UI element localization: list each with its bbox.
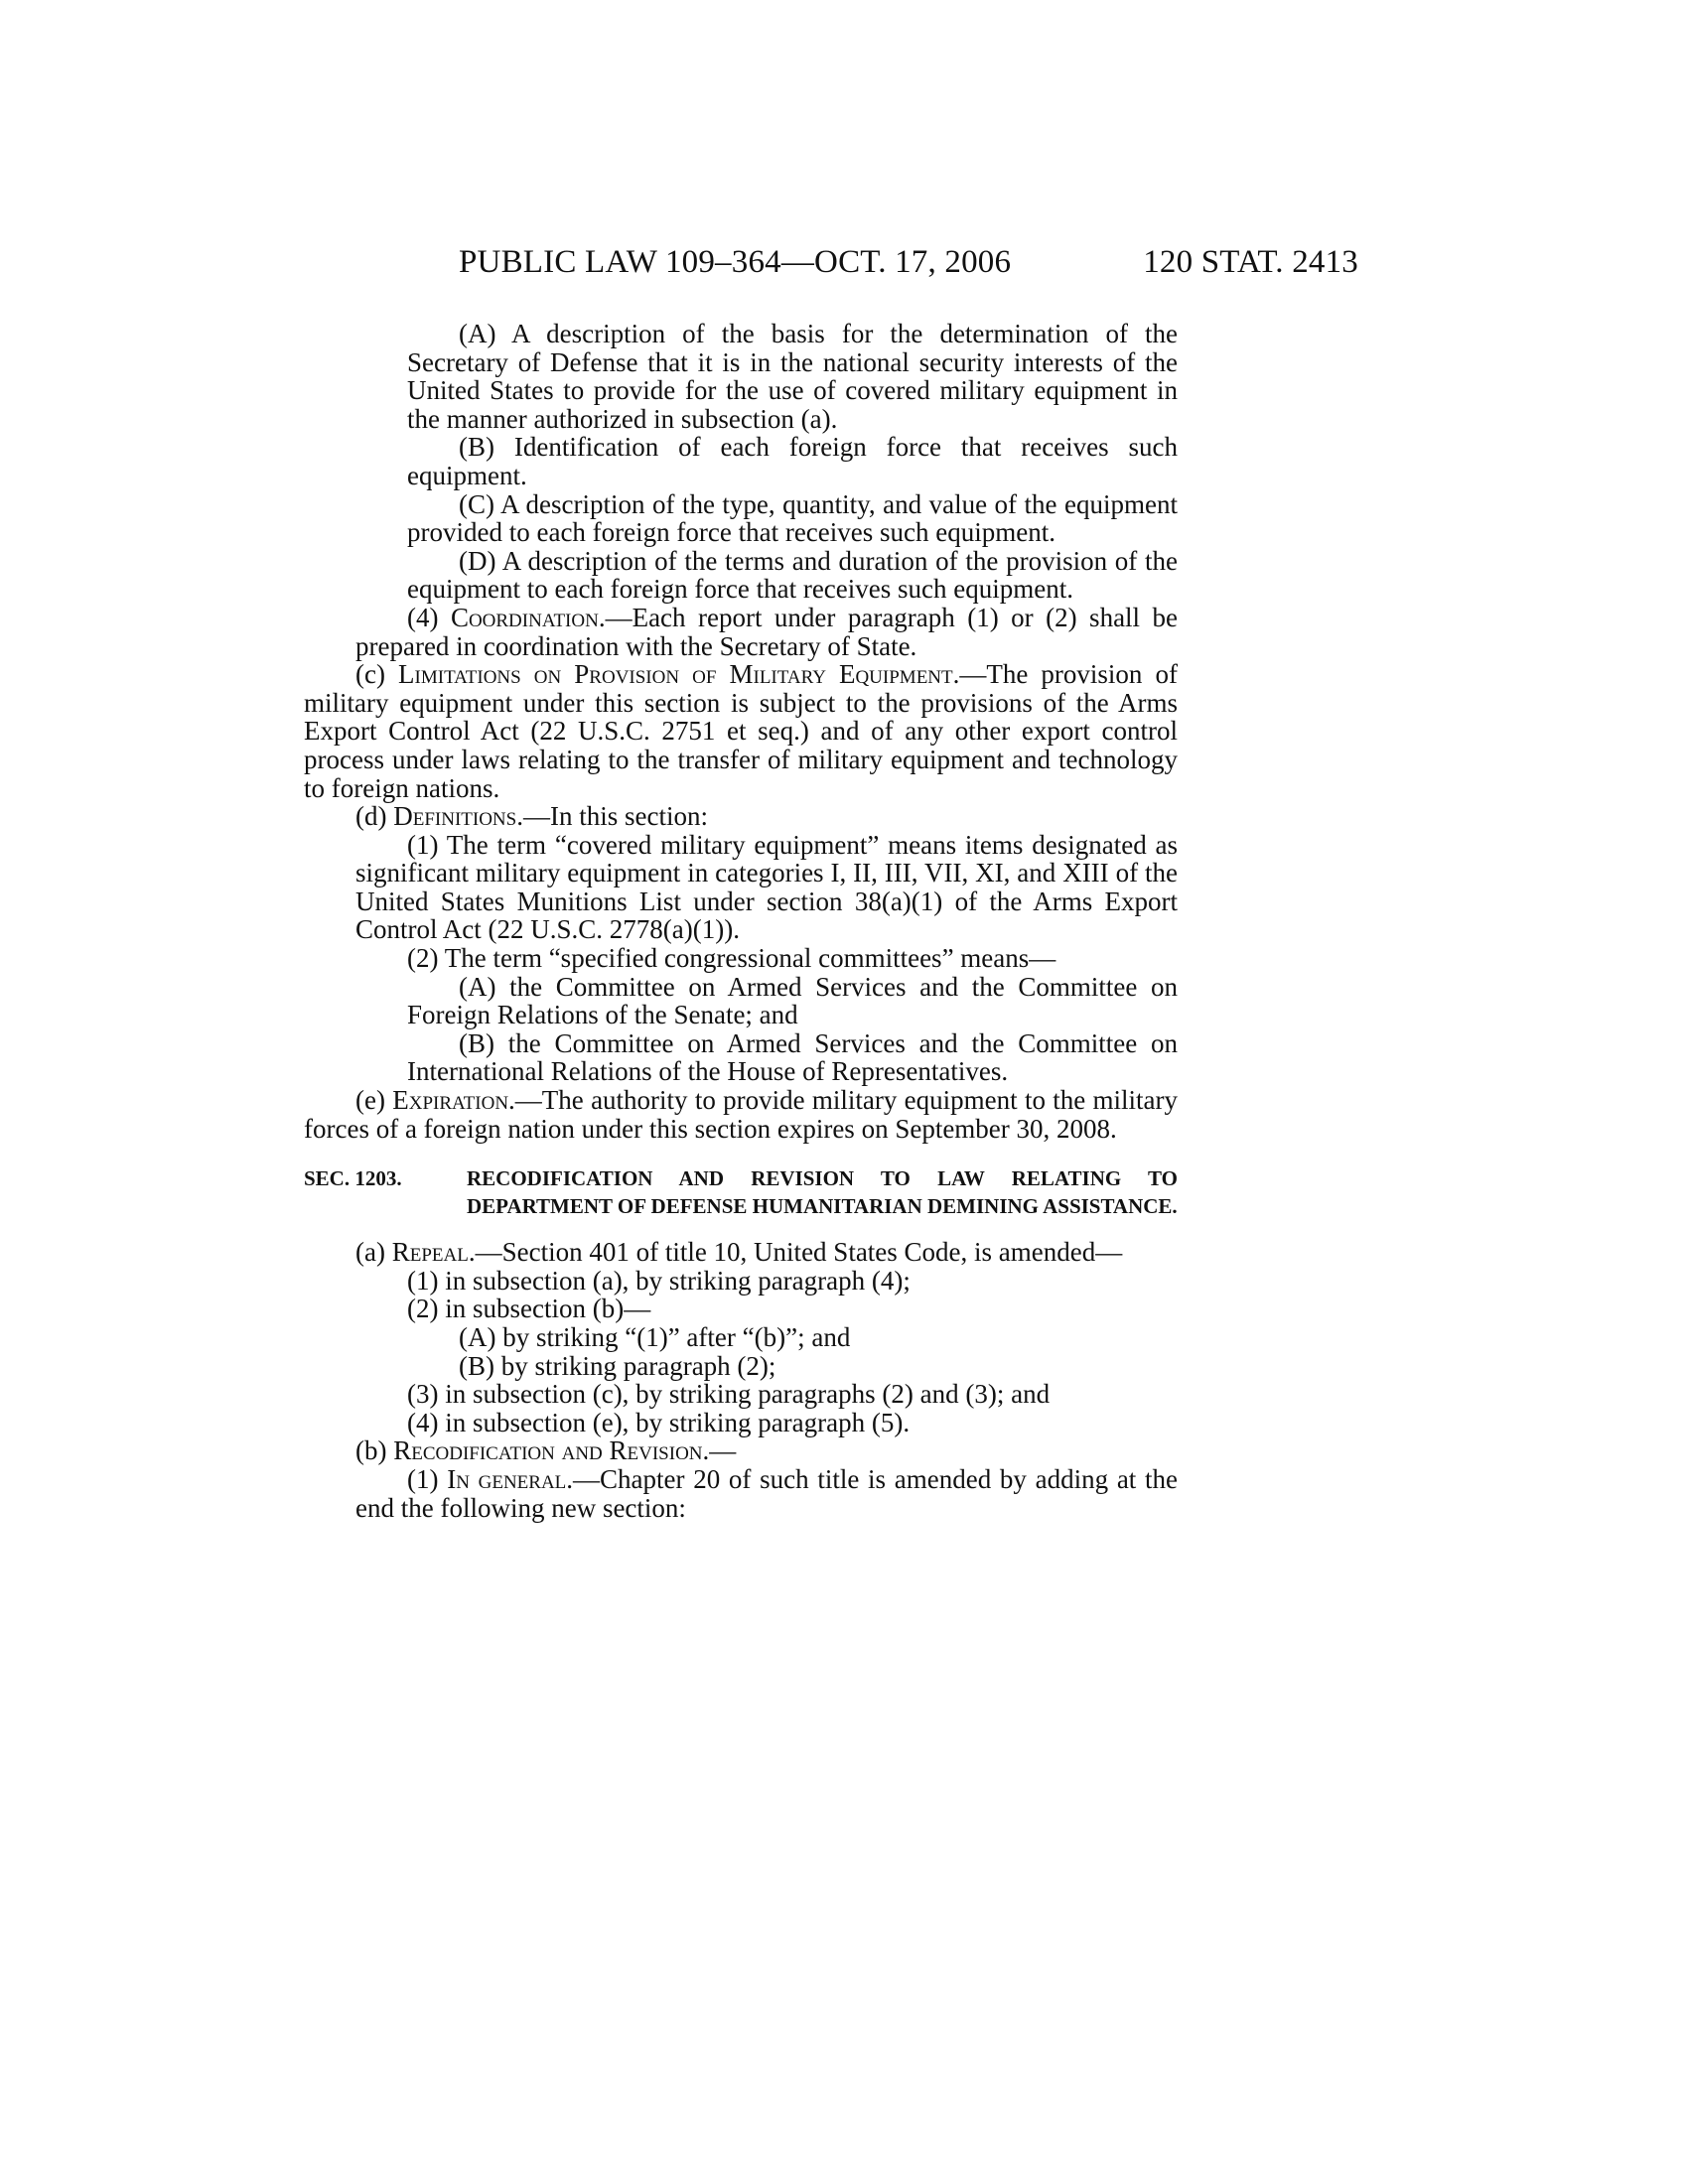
paragraph-e xyxy=(304,1086,1178,1143)
c-heading: Limitations on Provision of Military Equipment xyxy=(398,659,953,690)
paragraph-a2A: (A) by striking “(1)” after “(b)”; and xyxy=(459,1322,851,1352)
paragraph-b1 xyxy=(304,1465,1178,1522)
e-text: .—The authority to provide military equipment to the military forces of a foreign nation under this section expires on September 30, 2008. xyxy=(304,1085,1179,1144)
paragraph-d xyxy=(304,802,1178,831)
a-heading: Repeal xyxy=(391,1237,469,1268)
section-title: RECODIFICATION AND REVISION TO LAW RELATING TO DEPARTMENT OF DEFENSE HUMANITARIAN DEMINING ASSISTANCE. xyxy=(467,1166,1178,1219)
c-text: .—The provision of military equipment under this section is subject to the provisions of the Arms Export Control Act (22 U.S.C. 2751 et seq.) and of any other export control process under laws relating to the transfer of military equipment and technology to foreign nations. xyxy=(304,659,1178,803)
paragraph-b4 xyxy=(304,604,1178,660)
b4-heading: Coordination xyxy=(450,602,599,632)
paragraph-a4: (4) in subsection (e), by striking paragraph (5). xyxy=(407,1407,911,1437)
paragraph-a2: (2) in subsection (b)— xyxy=(407,1294,651,1324)
paragraph-c xyxy=(304,660,1178,802)
b4-text: .—Each report under paragraph (1) or (2) shall be prepared in coordination with the Secretary of State. xyxy=(355,602,1178,661)
b-heading: Recodification and Revision xyxy=(393,1435,703,1466)
b-text: .— xyxy=(702,1435,737,1466)
paragraph-b3D: (D) A description of the terms and duration of the provision of the equipment to each foreign force that receives such equipment. xyxy=(407,545,1178,605)
paragraph-b xyxy=(304,1436,1178,1465)
paragraph-b3A: (A) A description of the basis for the determination of the Secretary of Defense that it is in the national security interests of the United States to provide for the use of covered military equipment in the manner authorized in subsection (a). xyxy=(407,319,1178,434)
b1-text: .—Chapter 20 of such title is amended by adding at the end the following new section: xyxy=(355,1463,1178,1523)
d-number: (d) xyxy=(355,801,394,832)
b4-number: (4) xyxy=(407,602,451,632)
paragraph-d2B: (B) the Committee on Armed Services and the Committee on International Relations of the House of Representatives. xyxy=(407,1027,1178,1087)
e-heading: Expiration xyxy=(392,1085,509,1116)
paragraph-a3: (3) in subsection (c), by striking paragraphs (2) and (3); and xyxy=(407,1379,1051,1410)
paragraph-d2: (2) The term “specified congressional committees” means— xyxy=(407,943,1056,974)
a-number: (a) xyxy=(355,1237,392,1268)
e-number: (e) xyxy=(355,1085,393,1116)
b1-number: (1) xyxy=(407,1463,448,1494)
paragraph-b3B: (B) Identification of each foreign force that receives such equipment. xyxy=(407,432,1178,490)
paragraph-d1: (1) The term “covered military equipment” means items designated as significant military equipment in categories I, II, III, VII, XI, and XIII of the United States Munitions List under section 38(a)(1) of the Arms Export Control Act (22 U.S.C. 2778(a)(1)). xyxy=(355,829,1178,945)
paragraph-a1: (1) in subsection (a), by striking paragraph (4); xyxy=(407,1265,911,1296)
c-number: (c) xyxy=(355,659,399,690)
paragraph-b3C: (C) A description of the type, quantity, and value of the equipment provided to each foreign force that receives such equipment. xyxy=(407,488,1178,548)
paragraph-d2A: (A) the Committee on Armed Services and the Committee on Foreign Relations of the Senate; and xyxy=(407,971,1178,1030)
d-text: .—In this section: xyxy=(516,801,708,832)
paragraph-a2B: (B) by striking paragraph (2); xyxy=(459,1350,776,1381)
b1-heading: In general xyxy=(447,1463,567,1494)
section-heading xyxy=(304,1164,1178,1220)
paragraph-a xyxy=(304,1238,1178,1267)
running-header-right: 120 STAT. 2413 xyxy=(1143,244,1358,280)
b-number: (b) xyxy=(355,1435,394,1466)
a-text: .—Section 401 of title 10, United States Code, is amended— xyxy=(468,1237,1123,1268)
d-heading: Definitions xyxy=(393,801,517,832)
section-number: SEC. 1203. xyxy=(304,1166,402,1191)
body-text xyxy=(304,320,1178,1522)
running-header-left: PUBLIC LAW 109–364—OCT. 17, 2006 xyxy=(459,244,1012,280)
